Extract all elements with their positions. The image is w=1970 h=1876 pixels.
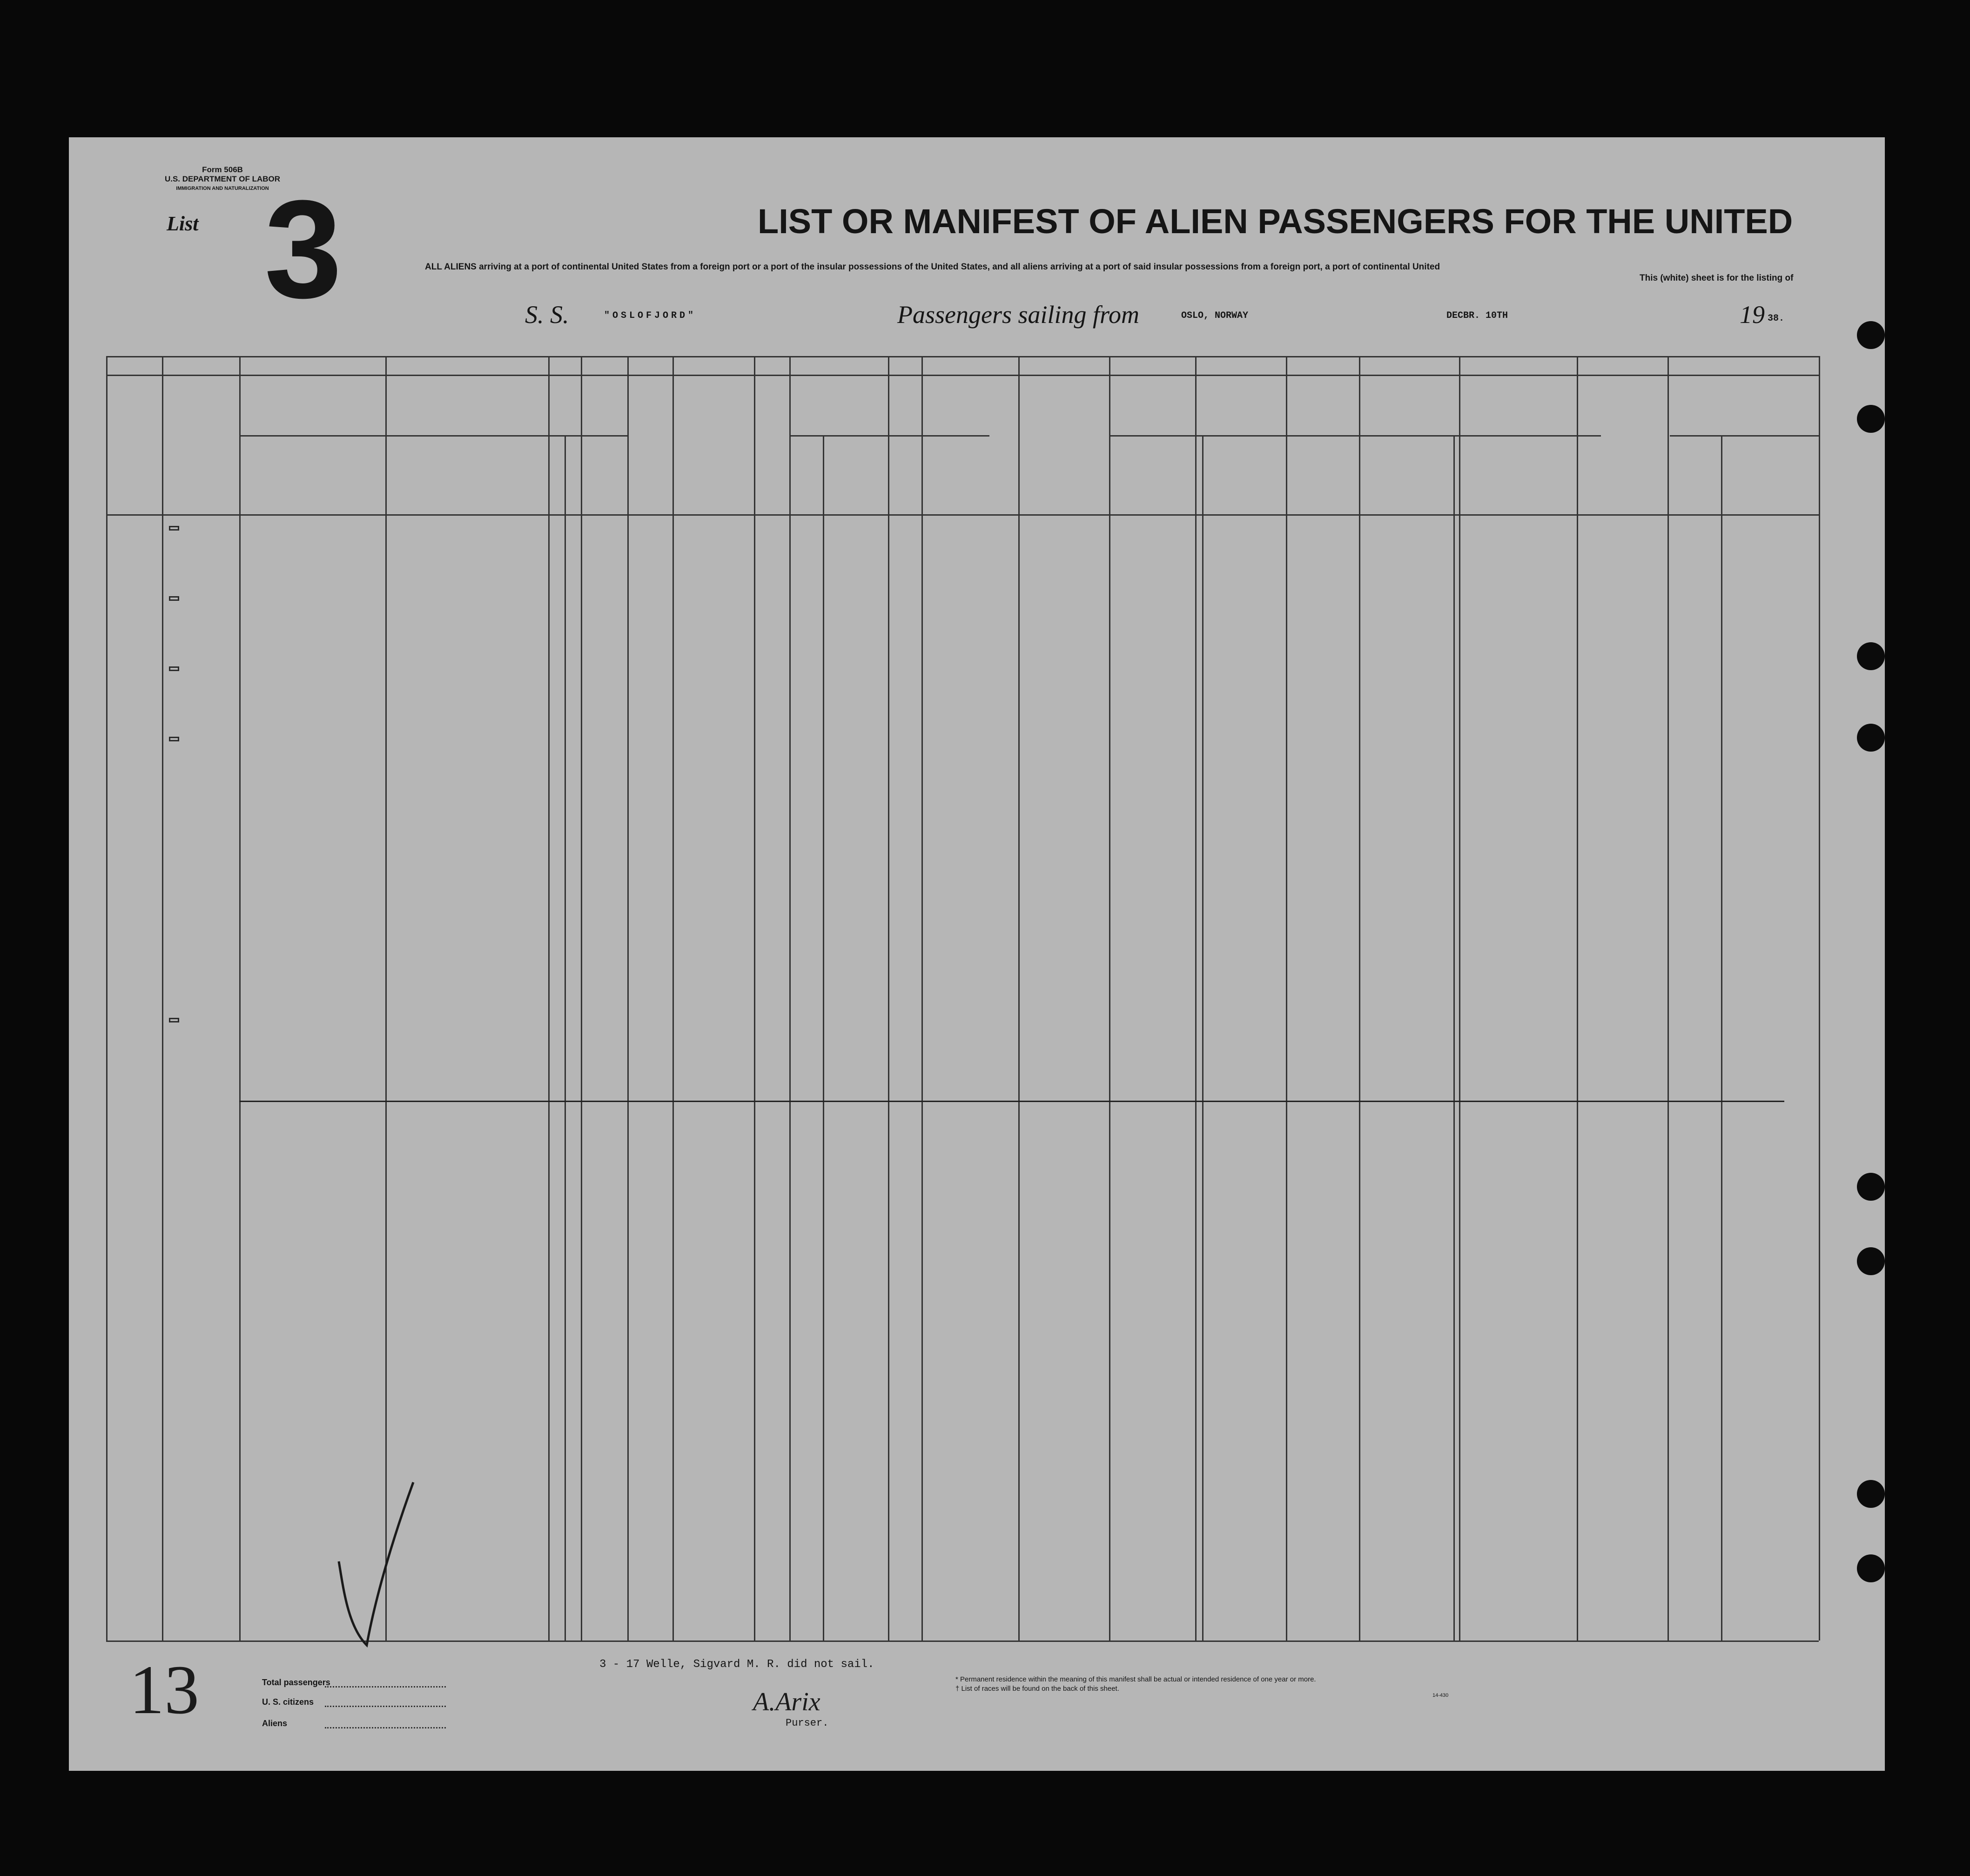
form-number: Form 506B <box>202 165 243 174</box>
head-tax-stamp <box>169 737 179 741</box>
aliens-label: Aliens <box>262 1719 288 1728</box>
struck-through-line <box>239 1101 1784 1102</box>
did-not-sail-note: 3 - 17 Welle, Sigvard M. R. did not sail. <box>599 1658 874 1671</box>
binder-hole <box>1857 1173 1885 1201</box>
binder-hole <box>1857 1554 1885 1582</box>
column-divider <box>888 356 889 1641</box>
race-footnote: † List of races will be found on the back of this sheet. <box>955 1685 1119 1693</box>
binder-hole <box>1857 405 1885 433</box>
total-passengers-line <box>325 1678 446 1688</box>
manifest-sheet <box>69 137 1885 1771</box>
column-divider <box>385 356 387 1641</box>
column-divider <box>106 356 108 1641</box>
bureau: IMMIGRATION AND NATURALIZATION <box>176 186 269 191</box>
binder-hole <box>1857 642 1885 670</box>
column-divider <box>1195 356 1197 1641</box>
column-divider <box>627 356 629 1641</box>
check-mark-icon <box>329 1478 423 1654</box>
residence-split <box>1721 435 1722 1641</box>
list-label: List <box>167 212 199 235</box>
head-tax-stamp <box>169 1018 179 1022</box>
form-code: 14-430 <box>1432 1693 1449 1698</box>
manifest-subtitle: ALL ALIENS arriving at a port of continental United States from a foreign port or a port of the insular possessions of the United States, and all aliens arriving at a port of said insular possessions from a foreign port, a port of continental United <box>425 262 1440 272</box>
ss-label: S. S. <box>525 301 569 329</box>
column-divider <box>789 356 791 1641</box>
total-passengers-label: Total passengers <box>262 1678 330 1687</box>
manifest-title: LIST OR MANIFEST OF ALIEN PASSENGERS FOR THE UNITED <box>758 202 1793 241</box>
birth-subheader-line <box>1109 435 1360 437</box>
sailing-date: DECBR. 10TH <box>1446 310 1508 321</box>
age-split <box>565 435 566 1641</box>
head-tax-stamp <box>169 526 179 531</box>
residence-footnote: * Permanent residence within the meaning of this manifest shall be actual or intended residence of one year or more. <box>955 1675 1316 1683</box>
residence-subheader-line <box>1670 435 1819 437</box>
name-subheader-line <box>239 435 572 437</box>
column-divider <box>1819 356 1820 1641</box>
binder-hole <box>1857 724 1885 752</box>
read-split <box>823 435 824 1641</box>
list-number: 3 <box>264 171 342 327</box>
column-divider <box>162 356 163 1641</box>
column-divider <box>1018 356 1020 1641</box>
head-tax-stamp <box>167 920 174 921</box>
column-divider <box>1667 356 1669 1641</box>
issued-split <box>1453 435 1455 1641</box>
column-divider <box>1577 356 1578 1641</box>
head-tax-stamp <box>169 666 179 671</box>
age-subheader-line <box>548 435 627 437</box>
head-tax-stamp <box>169 596 179 601</box>
column-divider <box>548 356 550 1641</box>
colnum-border <box>106 375 1819 376</box>
department: U.S. DEPARTMENT OF LABOR <box>164 175 281 183</box>
column-divider <box>672 356 674 1641</box>
column-divider <box>921 356 923 1641</box>
column-divider <box>581 356 582 1641</box>
header-border <box>106 514 1819 516</box>
able-subheader-line <box>789 435 989 437</box>
port-name: OSLO, NORWAY <box>1181 310 1249 321</box>
binder-hole <box>1857 1247 1885 1275</box>
column-divider <box>754 356 755 1641</box>
manifest-subtitle-2: This (white) sheet is for the listing of <box>1640 273 1794 283</box>
column-divider <box>1359 356 1360 1641</box>
ship-name: "OSLOFJORD" <box>604 310 697 321</box>
column-divider <box>1459 356 1460 1641</box>
page-mark: 13 <box>129 1651 199 1728</box>
sailing-label: Passengers sailing from <box>897 301 1140 329</box>
issued-subheader-line <box>1359 435 1601 437</box>
year-prefix: 19 <box>1740 301 1765 329</box>
binder-hole <box>1857 1480 1885 1508</box>
aliens-line <box>325 1719 446 1728</box>
purser-label: Purser. <box>786 1717 829 1729</box>
us-citizens-label: U. S. citizens <box>262 1697 314 1707</box>
table-top-border <box>106 356 1819 357</box>
column-divider <box>1286 356 1287 1641</box>
birth-split <box>1202 435 1204 1641</box>
column-divider <box>1109 356 1110 1641</box>
year-suffix: 38. <box>1768 313 1785 324</box>
us-citizens-line <box>325 1697 446 1707</box>
binder-hole <box>1857 321 1885 349</box>
column-divider <box>239 356 241 1641</box>
purser-signature: A.Arix <box>753 1688 820 1716</box>
